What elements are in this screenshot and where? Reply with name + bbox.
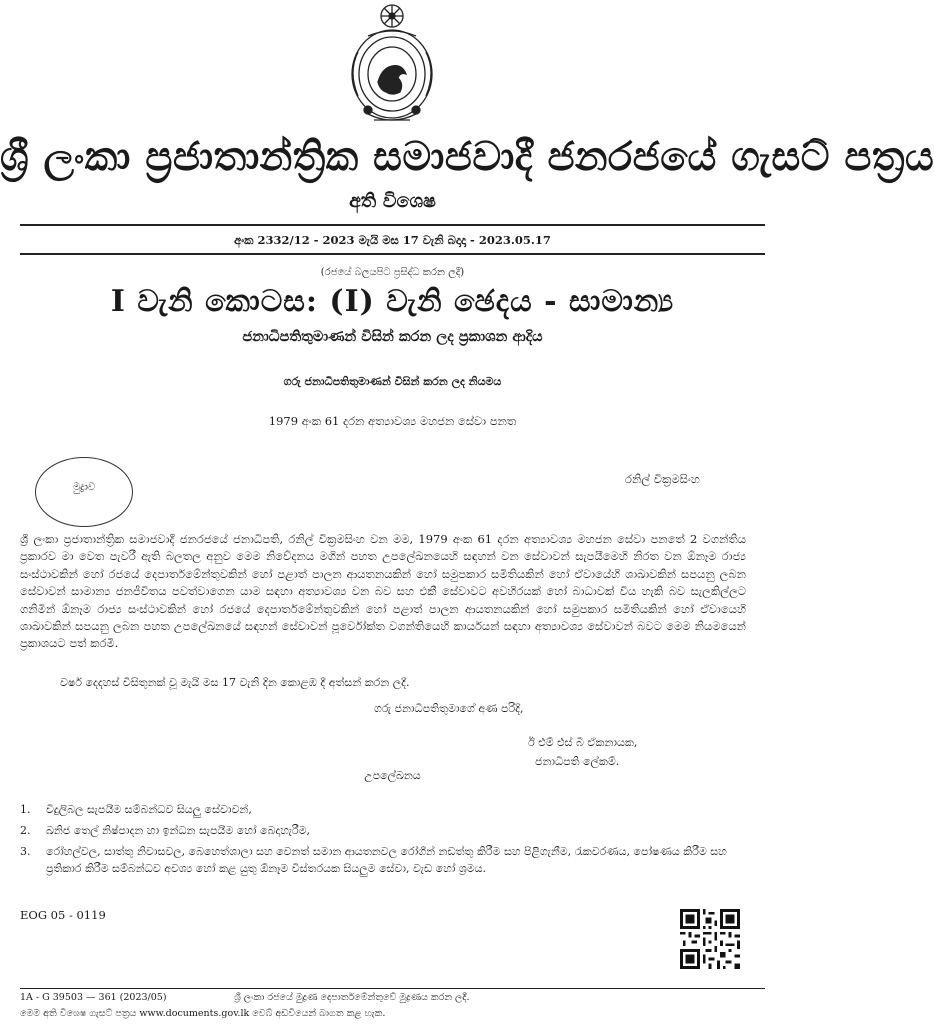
seal-text: මුද්‍රාව [72,482,96,493]
schedule-item-text: ඛනිජ තෙල් නිෂ්පාදන හා ඉන්ධන සැපයීම හෝ බෙදාහැරීම, [46,824,310,837]
published-by: (රජයේ බලයපිට ප්‍රසිද්ධ කරන ලදී) [320,267,465,278]
secretary-name: ඊ එම් එස් බී ඒකනායක, [528,736,638,749]
gazette-subtitle: අති විශෙෂ [349,190,436,212]
footer-printed-by: ශ්‍රී ලංකා රජයේ මුද්‍රණ දෙපාර්තමේන්තුවේ මුද්‍රණය කරන ලදී. [234,992,470,1003]
qr-code-icon[interactable] [680,909,740,969]
order-heading: ගරු ජනාධිපතිතුමාණන් විසින් කරන ලද නියමය [283,375,502,388]
schedule-item-text: විදුලිබල සැපයීම සම්බන්ධව සියලු සේවාවන්, [46,803,252,816]
signer-name-top: රනිල් වික්‍රමසිංහ [625,472,700,486]
part-heading: I වැනි කොටස: (I) වැනි ඡෙදය - සාමාන්‍ය [110,284,675,319]
footer-web-note: මෙම අති විශෙෂ ගැසට් පත්‍රය www.documents.gov.lk වෙබ් අඩවියෙන් බාගත කළ හැක. [20,1008,386,1019]
order-paragraph: ශ්‍රී ලංකා ප්‍රජාතාන්ත්‍රික සමාජවාදී ජනරජයේ ජනාධිපති, රනිල් වික්‍රමසිංහ වන මම, 1979 අංක 61 දරන අත්‍යාවශ්‍ය මහජන සේවා පනතේ 2 වගන්තිය ප්‍රකාරව මා වෙත පැවරී ඇති බලතල අනුව මෙම නිවේදනය මගින් පහත උපලේඛනයෙහි සඳහන් වන සේවාවන් සැපයීමෙහි නිරත වන ඕනෑම රාජ්‍ය සංස්ථාවකින් හෝ රජයේ දෙපාර්තමේන්තුවකින් හෝ පළාත් පාලන ආයතනයකින් හෝ සමුපකාර සමිතියකින් හෝ ඒවායේහි ශාඛාවකින් සපයනු ලබන සේවාවන් සාමාන්‍ය ජනජීවිතය පවත්වාගෙන යාම සඳහා අත්‍යාවශ්‍ය වන බව සහ එකී සේවාවට අවහිරයක් හෝ බාධාවක් විය හැකි බව සැලකිල්ලට ගනිමින් ඕනෑම රාජ්‍ය සංස්ථාවකින් හෝ රජයේ දෙපාර්තමේන්තුවකින් හෝ පළාත් පාලන ආයතනයකින් හෝ සමුපකාර සමිතියකින් හෝ ඒවායෙහි ශාඛාවකින් සපයනු ලබන පහත උපලේඛනයේ සඳහන් සේවාවන් පූර්වෝක්ත වගන්තියෙහි කාර්යයන් සඳහා අත්‍යාවශ්‍ය සේවාවන් බවට මෙම නියමයෙන් ප්‍රකාශයට පත් කරමි. [20,532,746,651]
secretary-title: ජනාධිපති ලේකම්. [535,755,620,768]
schedule-item-number: 2. [20,824,31,837]
footer-code: 1A - G 39503 — 361 (2023/05) [20,992,167,1003]
gazette-title: ශ්‍රී ලංකා ප්‍රජාතාන්ත්‍රික සමාජවාදී ජනරජයේ ගැසට් පත්‍රය [0,133,934,180]
given-at-line: වර්ෂ දෙදහස් විසිතුනක් වූ මැයි මස 17 වැනි දින කොළඹ දී අත්සන් කරන ලදී. [60,676,410,689]
footer-rule [20,988,765,989]
eog-code: EOG 05 - 0119 [20,908,106,922]
schedule-item-text: රෝහල්වල, සාත්තු නිවාසවල, බෙහෙත්ශාලා සහ වෙනත් සමාන ආයතනවල රෝගීන් නඩත්තු කිරීම සහ පිළිගැනීම, රැකවරණය, පෝෂණය කිරීම සහ ප්‍රතිකාර කිරීම සම්බන්ධව අවශ්‍ය හෝ කළ යුතු ඕනෑම විස්තරයක සියලුම සේවා, වැඩ හෝ ශ්‍රමය. [46,845,727,875]
schedule-heading: උපලේඛනය [364,769,421,782]
by-command-line: ගරු ජනාධිපතිතුමාගේ අණ පරිදි, [374,702,524,715]
schedule-item [20,843,760,879]
part-subtitle: ජනාධිපතිතුමාණන් විසින් කරන ලද ප්‍රකාශන ආදිය [242,328,543,345]
issue-line: අංක 2332/12 - 2023 මැයි මස 17 වැනි බදාදා - 2023.05.17 [234,233,551,247]
state-emblem-icon [338,2,446,130]
header-rule-bottom [20,253,765,255]
schedule-item-number: 1. [20,803,31,816]
act-line: 1979 අංක 61 දරන අත්‍යාවශ්‍ය මහජන සේවා පනත [268,414,517,428]
schedule-item-number: 3. [20,845,31,858]
header-rule-top [20,224,765,226]
